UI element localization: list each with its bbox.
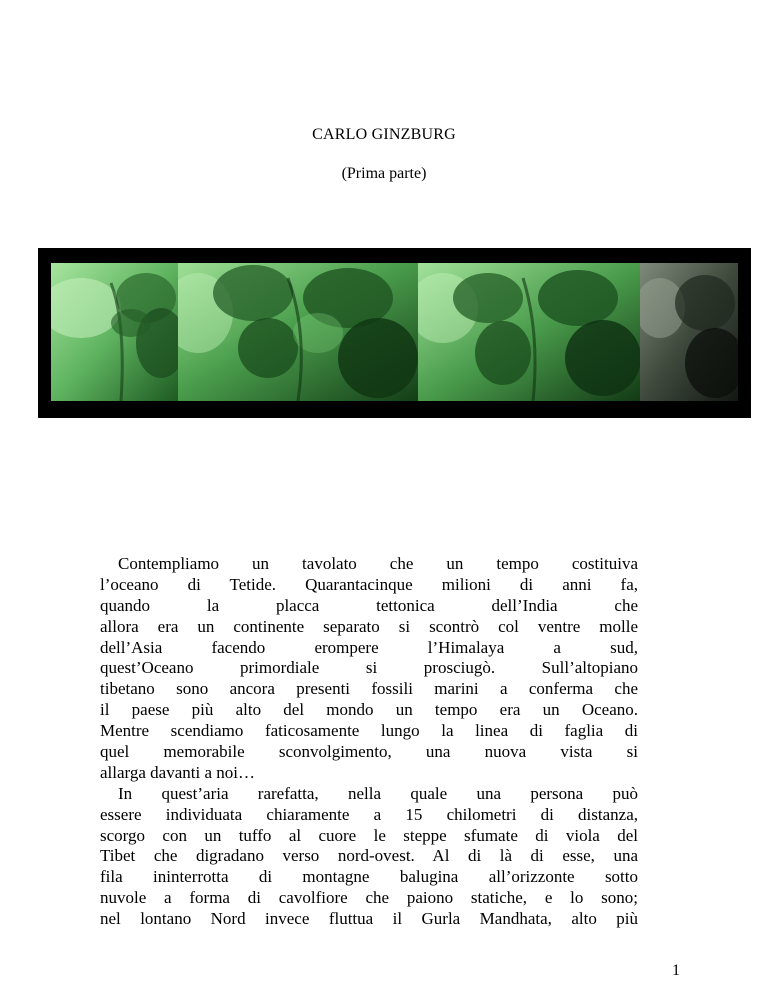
body-text: [100, 554, 638, 930]
text-line: scorgo con un tuffo al cuore le steppe sfumate di viola del: [100, 825, 638, 845]
text-line: allora era un continente separato si scontrò col ventre molle: [100, 616, 638, 636]
text-line: nuvole a forma di cavolfiore che paiono statiche, e lo sono;: [100, 888, 638, 908]
author-heading: CARLO GINZBURG: [312, 126, 456, 143]
text-line: il paese più alto del mondo un tempo era un Oceano.: [100, 700, 638, 720]
text-line: In quest’aria rarefatta, nella quale una persona può: [118, 783, 638, 803]
text-line: l’oceano di Tetide. Quarantacinque milioni di anni fa,: [100, 574, 638, 594]
text-line: Tibet che digradano verso nord-ovest. Al di là di esse, una: [100, 846, 638, 866]
page-number: 1: [672, 962, 680, 979]
text-line: nel lontano Nord invece fluttua il Gurla Mandhata, alto più: [100, 909, 638, 929]
film-frame-3: [418, 263, 640, 401]
text-line: Mentre scendiamo faticosamente lungo la linea di faglia di: [100, 721, 638, 741]
text-line: quest’Oceano primordiale si prosciugò. Sull’altopiano: [100, 658, 638, 678]
film-frame-4: [640, 263, 738, 401]
text-line: quel memorabile sconvolgimento, una nuova vista si: [100, 742, 638, 762]
text-line: dell’Asia facendo erompere l’Himalaya a sud,: [100, 637, 638, 657]
text-line: quando la placca tettonica dell’India che: [100, 595, 638, 615]
text-line: fila ininterrotta di montagne balugina all’orizzonte sotto: [100, 867, 638, 887]
film-frame-2: [178, 263, 418, 401]
text-line: Contempliamo un tavolato che un tempo costituiva: [118, 554, 638, 573]
text-line: essere individuata chiaramente a 15 chilometri di distanza,: [100, 804, 638, 824]
subtitle: (Prima parte): [341, 165, 427, 182]
text-line: tibetano sono ancora presenti fossili marini a conferma che: [100, 679, 638, 699]
forest-film-strip-image: [38, 248, 751, 418]
text-line: allarga davanti a noi…: [100, 762, 255, 782]
film-frame-1: [51, 263, 178, 401]
